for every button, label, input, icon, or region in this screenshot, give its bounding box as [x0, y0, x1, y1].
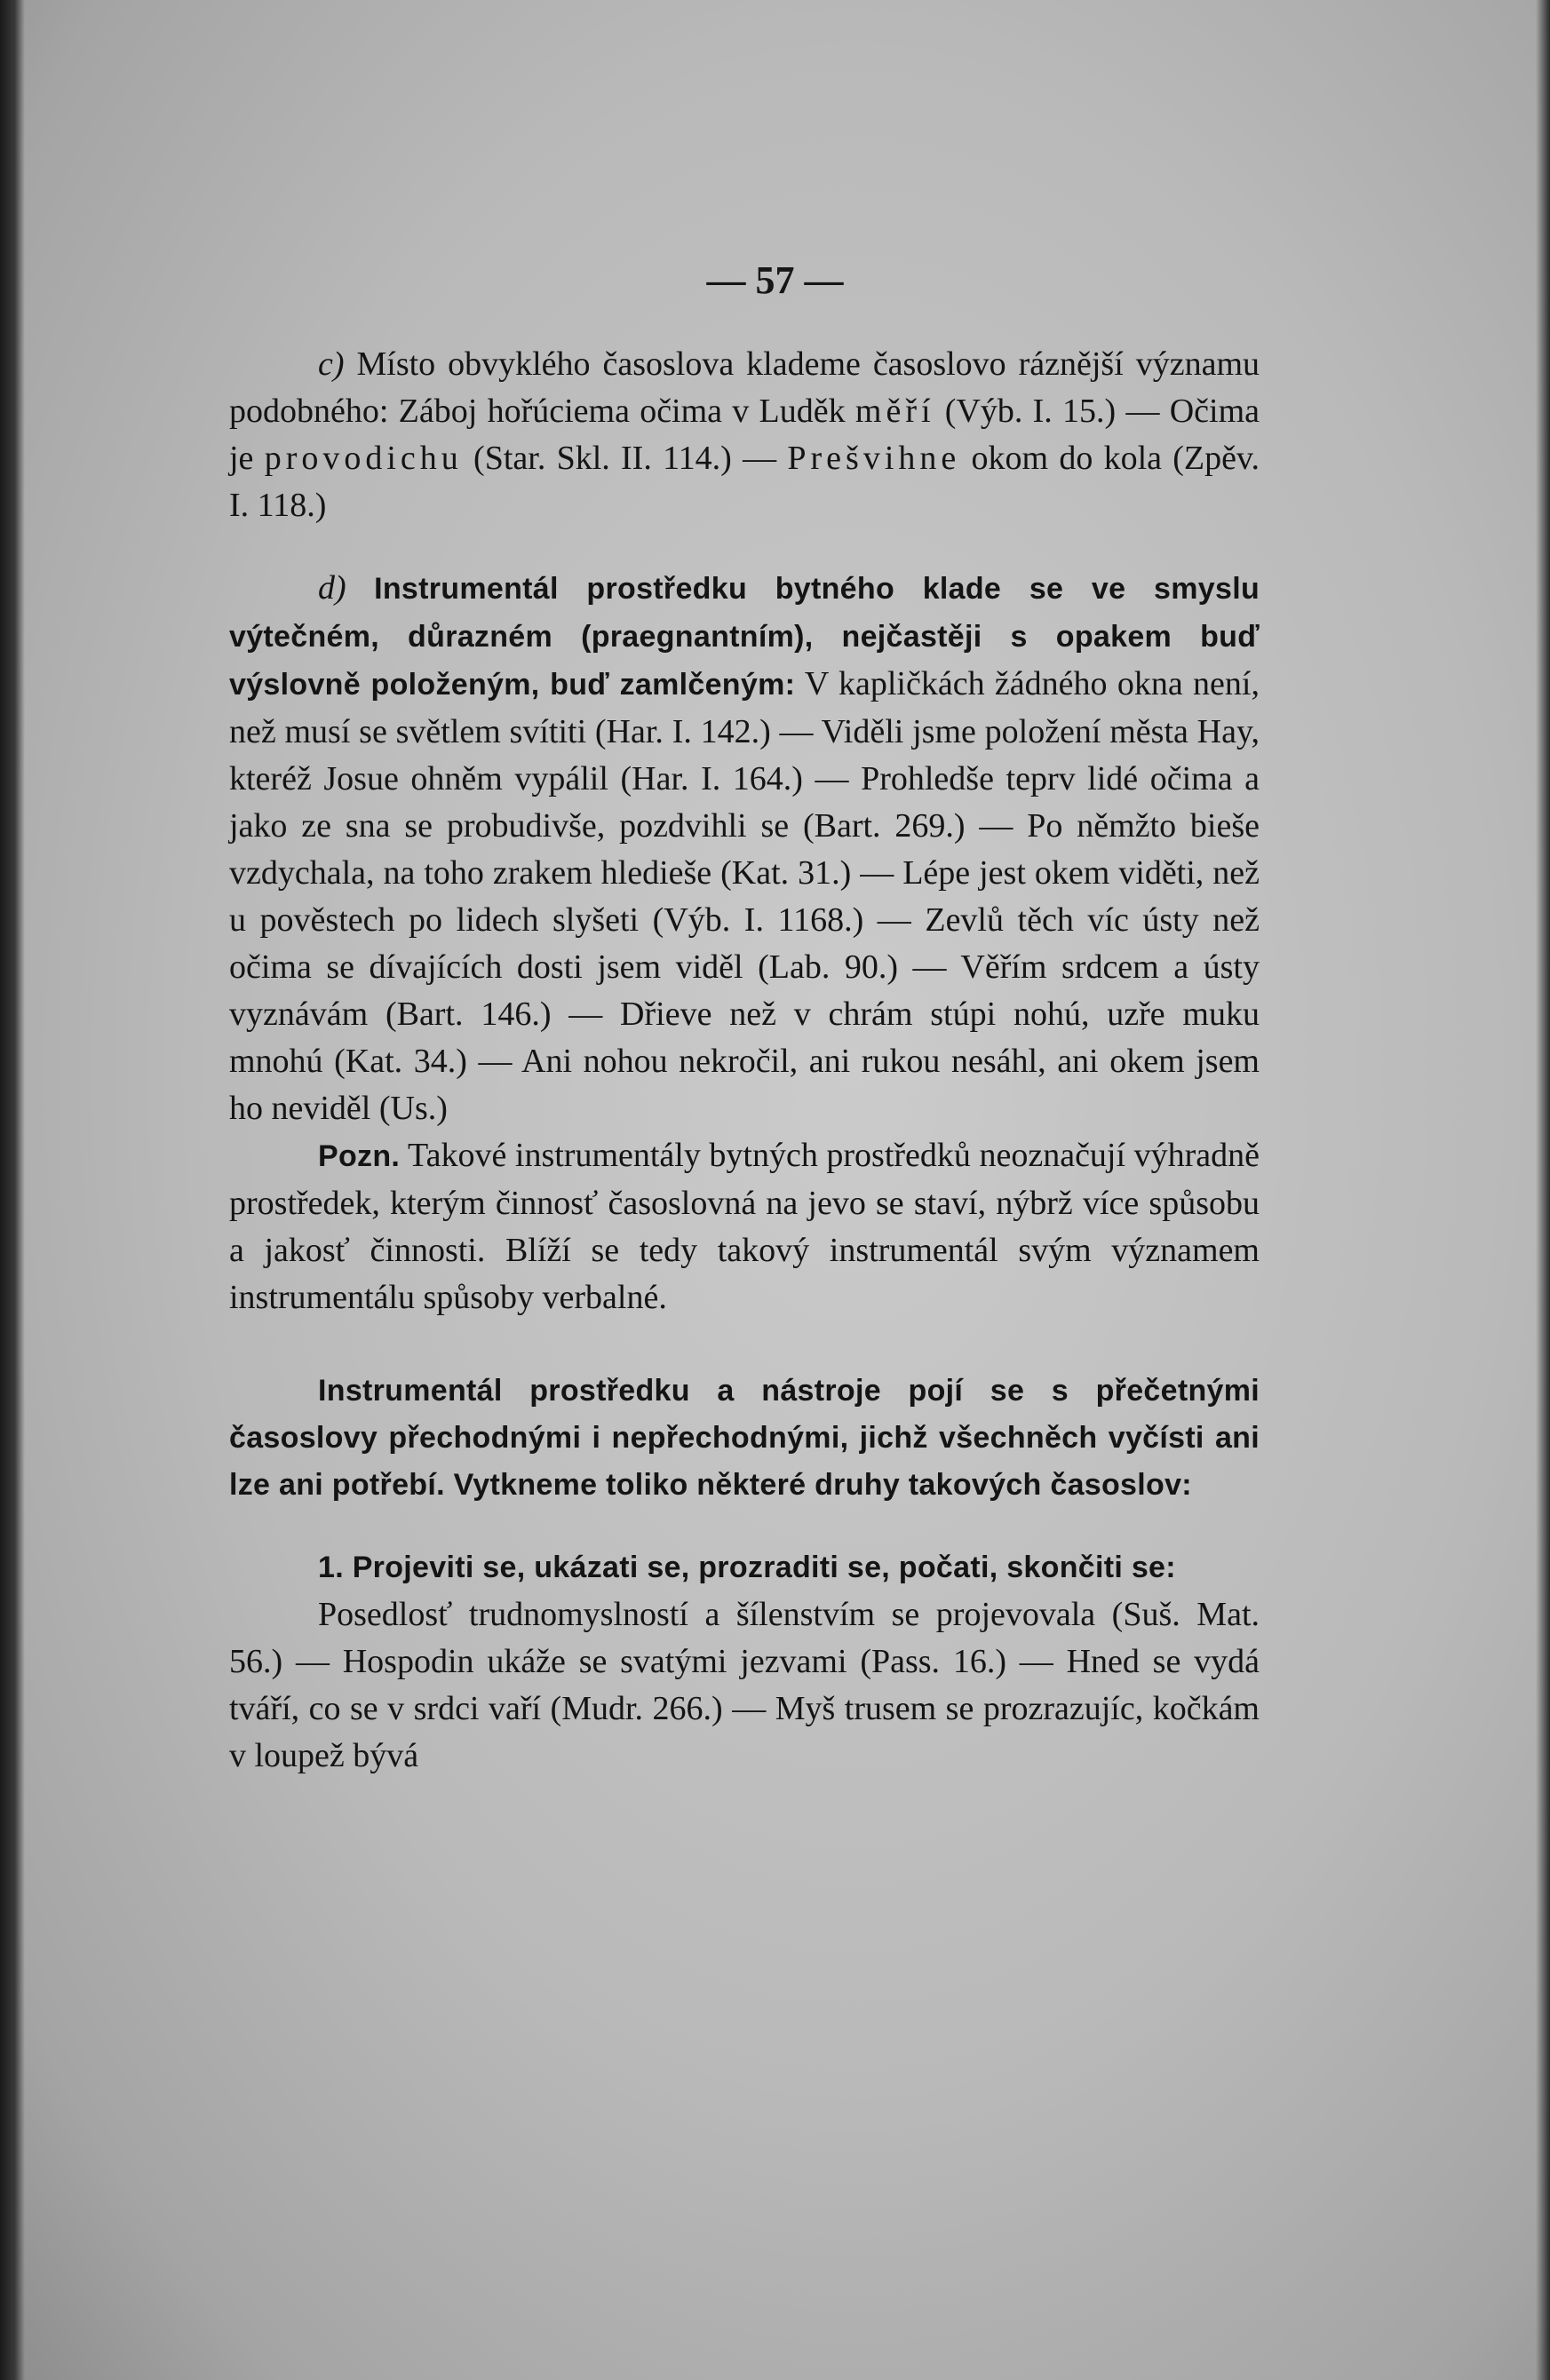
page-binding-edge	[0, 0, 25, 2380]
paragraph-c	[229, 341, 1260, 529]
paragraph-c-text-2: (Výb. I. 15.) — Očima je	[229, 393, 1260, 477]
paragraph-c-label: c)	[318, 345, 345, 383]
paragraph-c-text-3: (Star. Skl. II. 114.) —	[473, 440, 777, 477]
note-paragraph	[229, 1132, 1260, 1321]
paragraph-c-text-1: Místo obvyklého časoslova klademe časoslovo ráznější významu podobného: Záboj hořúciema očima v Luděk	[229, 345, 1260, 430]
paragraph-d-label: d)	[318, 569, 346, 607]
section-1-heading: 1. Projeviti se, ukázati se, prozraditi se, počati, skončiti se:	[318, 1551, 1176, 1584]
note-text: Takové instrumentály bytných prostředků neoznačují výhradně prostředek, kterým činnosť časoslovná na jevo se staví, nýbrž více spůsobu a jakosť činnosti. Blíží se tedy takový instrumentál svým významem instrumentálu spůsoby verbalné.	[229, 1137, 1260, 1316]
paragraph-c-text-4: okom do kola (Zpěv. I. 118.)	[229, 440, 1260, 524]
section-intro: Instrumentál prostředku a nástroje pojí se s přečetnými časoslovy přechodnými i nepřechodnými, jichž všechněch vyčísti ani lze ani potřebí. Vytkneme toliko některé druhy takových časoslov:	[229, 1374, 1260, 1502]
section-1-text: Posedlosť trudnomyslností a šílenstvím se projevovala (Suš. Mat. 56.) — Hospodin ukáže se svatými jezvami (Pass. 16.) — Hned se vydá tváří, co se v srdci vaří (Mudr. 266.) — Myš trusem se prozrazujíc, kočkám v loupež bývá	[229, 1596, 1260, 1774]
paragraph-d	[229, 565, 1260, 1132]
body-text	[229, 341, 1260, 1780]
paragraph-d-examples: V kapličkách žádného okna není, než musí se světlem svítiti (Har. I. 142.) — Viděli jsme položení města Hay, kteréž Josue ohněm vypálil (Har. I. 164.) — Prohledše teprv lidé očima a jako ze sna se probudivše, pozdvihli se (Bart. 269.) — Po němžto bieše vzdychala, na toho zrakem hledieše (Kat. 31.) — Lépe jest okem viděti, než u pověstech po lidech slyšeti (Výb. I. 1168.) — Zevlů těch víc ústy než očima se dívajících dosti jsem viděl (Lab. 90.) — Věřím srdcem a ústy vyznávám (Bart. 146.) — Dřieve než v chrám stúpi nohú, uzře muku mnohú (Kat. 34.) — Ani nohou nekročil, ani rukou nesáhl, ani okem jsem ho neviděl (Us.)	[229, 665, 1260, 1127]
page-number: — 57 —	[706, 258, 844, 302]
paragraph-c-emph-1: měří	[854, 393, 935, 430]
paragraph-c-emph-3: Prešvihne	[787, 440, 961, 477]
page-right-edge	[1536, 0, 1550, 2380]
note-label: Pozn.	[318, 1139, 401, 1173]
paragraph-d-bold-rule: Instrumentál prostředku bytného klade se ve smyslu výtečném, důrazném (praegnantním), nejčastěji s opakem buď výslovně položeným, buď zamlčeným:	[229, 572, 1260, 702]
paragraph-c-emph-2: provodichu	[264, 440, 463, 477]
